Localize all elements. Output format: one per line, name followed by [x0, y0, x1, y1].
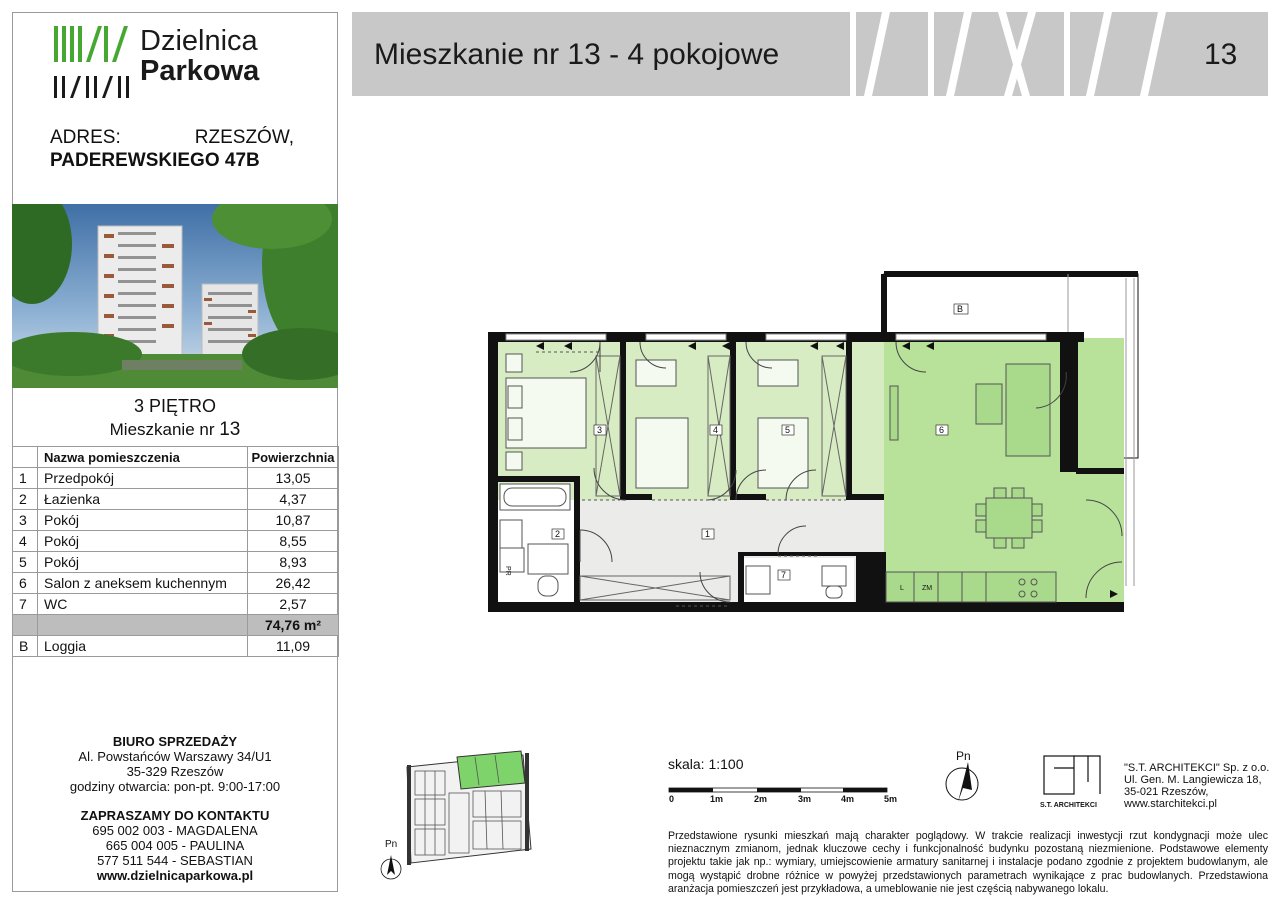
room-label-5: 5	[785, 425, 791, 435]
office-hours: godziny otwarcia: pon-pt. 9:00-17:00	[69, 779, 281, 794]
room-no: 3	[13, 510, 38, 531]
room-area: 8,93	[248, 552, 339, 573]
room-name: Pokój	[38, 510, 248, 531]
total-area: 74,76 m²	[248, 615, 339, 636]
building-render-icon	[12, 204, 338, 388]
fixture-label-dishwasher: ZM	[922, 585, 933, 592]
firm-city: 35-021 Rzeszów,	[1124, 786, 1209, 798]
room-name: WC	[38, 594, 248, 615]
room-label-1: 1	[705, 529, 711, 539]
sales-office	[12, 734, 338, 794]
contact-block	[12, 808, 338, 883]
total-no	[13, 615, 38, 636]
scale-tick-0: 0	[669, 794, 675, 804]
room-area: 13,05	[248, 468, 339, 489]
scale-tick-2: 2m	[754, 794, 768, 804]
architect-logo	[1040, 752, 1110, 810]
decorative-stripes-icon	[850, 12, 1180, 96]
compass-label: Pn	[956, 750, 971, 763]
room-no: B	[13, 636, 38, 657]
table-row	[13, 489, 339, 510]
floor-plan	[486, 268, 1146, 620]
siteplan-north-arrow-icon	[381, 855, 401, 879]
office-city: 35-329 Rzeszów	[126, 764, 224, 779]
scale-tick-5: 5m	[884, 794, 898, 804]
room-name: Przedpokój	[38, 468, 248, 489]
architect-logo-caption: S.T. ARCHITEKCI	[1040, 802, 1097, 809]
firm-website[interactable]: www.starchitekci.pl	[1124, 798, 1217, 810]
room-name: Loggia	[38, 636, 248, 657]
architect-details	[1124, 762, 1269, 810]
page-title: Mieszkanie nr 13 - 4 pokojowe	[374, 38, 780, 71]
contact-phone-2: 665 004 005 - PAULINA	[105, 838, 245, 853]
room-label-b: B	[957, 304, 964, 314]
table-header-row	[13, 447, 339, 468]
room-area: 2,57	[248, 594, 339, 615]
building-render-image	[12, 204, 338, 388]
total-name	[38, 615, 248, 636]
room-no: 2	[13, 489, 38, 510]
scale-tick-4: 4m	[841, 794, 855, 804]
table-total-row	[13, 615, 339, 636]
table-header-name: Nazwa pomieszczenia	[38, 447, 248, 468]
compass-arrow-icon	[946, 762, 978, 802]
siteplan-north-label: Pn	[385, 839, 398, 850]
office-title: BIURO SPRZEDAŻY	[112, 734, 238, 749]
table-row	[13, 510, 339, 531]
contact-title: ZAPRASZAMY DO KONTAKTU	[80, 808, 270, 823]
firm-name: "S.T. ARCHITEKCI" Sp. z o.o.	[1124, 762, 1270, 774]
office-address: Al. Powstańców Warszawy 34/U1	[78, 749, 272, 764]
fixture-label-fridge: L	[900, 585, 904, 592]
apartment-number: 13	[219, 419, 241, 440]
room-label-7: 7	[781, 570, 787, 580]
room-label-2: 2	[555, 529, 561, 539]
apartment-number-badge: 13	[1204, 38, 1238, 71]
apartment-label-text: Mieszkanie nr	[109, 420, 215, 439]
address-city: RZESZÓW,	[194, 127, 294, 148]
scale-tick-1: 1m	[710, 794, 724, 804]
contact-phone-3: 577 511 544 - SEBASTIAN	[97, 853, 253, 868]
room-name: Łazienka	[38, 489, 248, 510]
room-area: 10,87	[248, 510, 339, 531]
room-no: 6	[13, 573, 38, 594]
table-header-area: Powierzchnia	[248, 447, 339, 468]
brand-name-line2: Parkowa	[140, 55, 260, 87]
scale-tick-3: 3m	[798, 794, 812, 804]
room-no: 1	[13, 468, 38, 489]
room-label-4: 4	[713, 425, 719, 435]
architect-mark-icon	[1044, 756, 1100, 794]
table-row	[13, 594, 339, 615]
room-area: 11,09	[248, 636, 339, 657]
address-label: ADRES:	[50, 127, 121, 148]
rooms-table	[12, 446, 339, 657]
room-no: 5	[13, 552, 38, 573]
room-no: 7	[13, 594, 38, 615]
site-plan	[375, 745, 535, 890]
room-label-3: 3	[597, 425, 603, 435]
room-area: 4,37	[248, 489, 339, 510]
table-row-loggia	[13, 636, 339, 657]
brand-mark-icon	[52, 24, 136, 100]
floor-label: 3 PIĘTRO	[133, 396, 217, 416]
room-area: 8,55	[248, 531, 339, 552]
room-name: Pokój	[38, 531, 248, 552]
brand-logo	[52, 22, 302, 102]
title-bar	[352, 12, 1268, 96]
table-header-no	[13, 447, 38, 468]
room-label-6: 6	[939, 425, 945, 435]
scale-label: skala: 1:100	[668, 756, 744, 772]
fixture-label-pr: PR	[504, 566, 511, 576]
apartment-label	[12, 419, 338, 441]
brand-name-line1: Dzielnica	[140, 25, 258, 57]
room-name: Salon z aneksem kuchennym	[38, 573, 248, 594]
address-city-line	[50, 127, 294, 149]
table-row	[13, 573, 339, 594]
room-no: 4	[13, 531, 38, 552]
table-row	[13, 468, 339, 489]
website-link[interactable]: www.dzielnicaparkowa.pl	[96, 868, 254, 883]
firm-street: Ul. Gen. M. Langiewicza 18,	[1124, 774, 1262, 786]
north-compass	[936, 750, 986, 806]
contact-phone-1: 695 002 003 - MAGDALENA	[92, 823, 258, 838]
address-street: PADEREWSKIEGO 47B	[50, 150, 260, 171]
room-name: Pokój	[38, 552, 248, 573]
scale-bar	[668, 786, 900, 806]
table-row	[13, 552, 339, 573]
table-row	[13, 531, 339, 552]
room-area: 26,42	[248, 573, 339, 594]
disclaimer-text: Przedstawione rysunki mieszkań mają charakter poglądowy. W trakcie realizacji inwestycji rzut kondygnacji może ulec nieznacznym zmianom, jednak kluczowe cechy i funkcjonalność budynku pozostaną niezmienione. Podstawowe elementy projektu takie jak np.: wymiary, umiejscowienie armatury sanitarnej i instalacje podano zgodnie z projektem budowlanym, ale mogą wystąpić drobne różnice w powyżej przedstawionych parametrach wynikające z prac budowlanych. Przedstawiona aranżacja pomieszczeń jest przykładowa, a umeblowanie nie jest częścią nabywanego lokalu.	[668, 830, 1268, 895]
